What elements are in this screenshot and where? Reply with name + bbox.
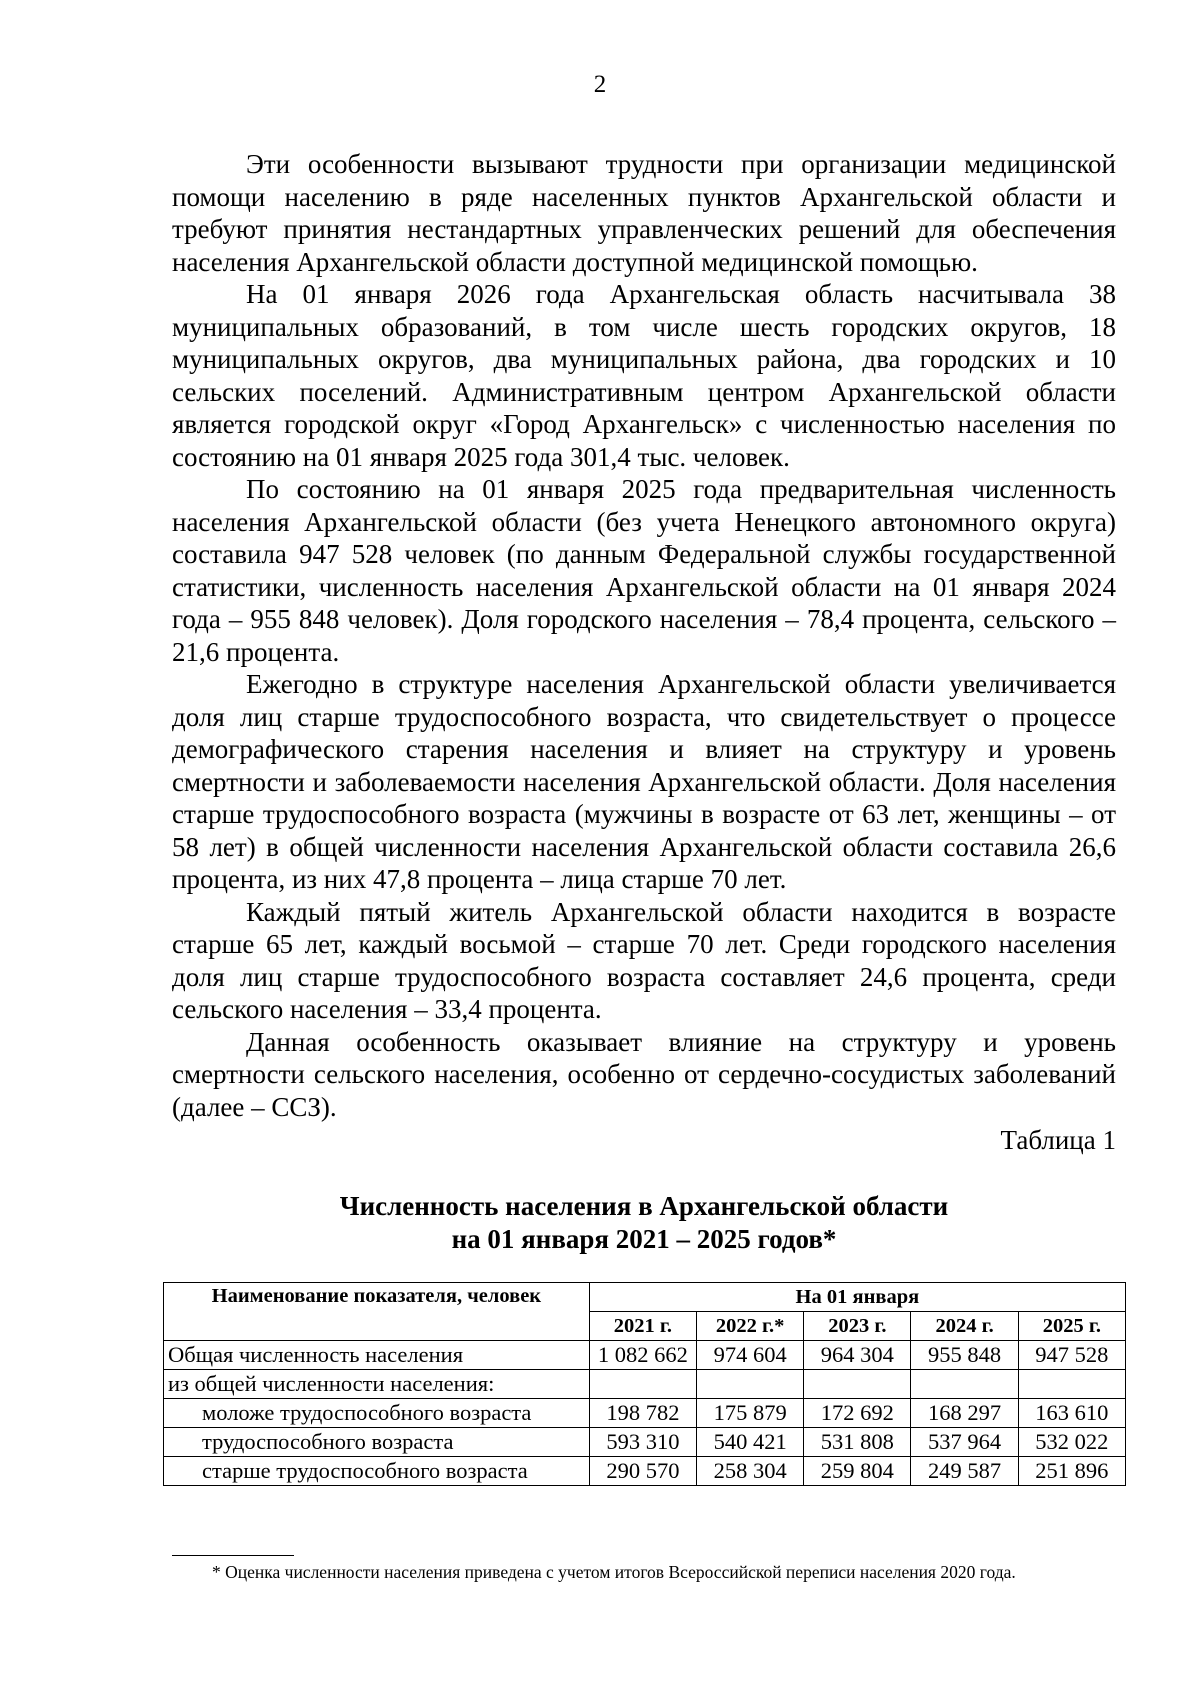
row-label: Общая численность населения [164,1341,590,1370]
row-label: старше трудоспособного возраста [164,1457,590,1486]
table-cell: 251 896 [1018,1457,1125,1486]
table-cell: 175 879 [697,1399,804,1428]
table-cell: 531 808 [804,1428,911,1457]
paragraph: По состоянию на 01 января 2025 года предварительная численность населения Архангельской области (без учета Ненецкого автономного округа) составила 947 528 человек (по данным Федеральной службы государственной статистики, численность населения Архангельской области на 01 января 2024 года – 955 848 человек). Доля городского населения – 78,4 процента, сельского – 21,6 процента. [172,474,1116,667]
header-year: 2022 г.* [697,1312,804,1341]
paragraph: Ежегодно в структуре населения Архангельской области увеличивается доля лиц старше трудоспособного возраста, что свидетельствует о процессе демографического старения населения и влияет на структуру и уровень смертности и заболеваемости населения Архангельской области. Доля населения старше трудоспособного возраста (мужчины в возрасте от 63 лет, женщины – от 58 лет) в общей численности населения Архангельской области составила 26,6 процента, из них 47,8 процента – лица старше 70 лет. [172,669,1116,894]
table-cell: 258 304 [697,1457,804,1486]
table-title [172,1190,1116,1256]
table-cell: 290 570 [589,1457,696,1486]
table-row [164,1341,1126,1370]
table-cell: 1 082 662 [589,1341,696,1370]
header-year: 2025 г. [1018,1312,1125,1341]
row-label: из общей численности населения: [164,1370,590,1399]
table-row [164,1428,1126,1457]
paragraph: Эти особенности вызывают трудности при организации медицинской помощи населению в ряде населенных пунктов Архангельской области и требуют принятия нестандартных управленческих решений для обеспечения населения Архангельской области доступной медицинской помощью. [172,149,1116,277]
header-date-group: На 01 января [589,1283,1125,1312]
table-header-row [164,1283,1126,1312]
page-number: 2 [593,71,607,98]
table-cell [589,1370,696,1399]
table-cell: 172 692 [804,1399,911,1428]
footnote-divider [172,1555,294,1556]
table-cell: 532 022 [1018,1428,1125,1457]
table-cell: 593 310 [589,1428,696,1457]
table-cell: 537 964 [911,1428,1018,1457]
table-title-line: на 01 января 2021 – 2025 годов* [451,1224,837,1254]
table-cell [697,1370,804,1399]
table-cell [804,1370,911,1399]
paragraph: На 01 января 2026 года Архангельская область насчитывала 38 муниципальных образований, в том числе шесть городских округов, 18 муниципальных округов, два муниципальных района, два городских и 10 сельских поселений. Административным центром Архангельской области является городской округ «Город Архангельск» с численностью населения по состоянию на 01 января 2025 года 301,4 тыс. человек. [172,279,1116,472]
body-text [172,148,1116,1123]
population-table [163,1282,1126,1486]
header-indicator: Наименование показателя, человек [164,1283,590,1341]
table-cell: 198 782 [589,1399,696,1428]
paragraph: Каждый пятый житель Архангельской области находится в возрасте старше 65 лет, каждый восьмой – старше 70 лет. Среди городского населения доля лиц старше трудоспособного возраста составляет 24,6 процента, среди сельского населения – 33,4 процента. [172,896,1116,1024]
table-row [164,1399,1126,1428]
table-cell: 249 587 [911,1457,1018,1486]
table-cell: 259 804 [804,1457,911,1486]
table-row [164,1457,1126,1486]
paragraph: Данная особенность оказывает влияние на структуру и уровень смертности сельского населения, особенно от сердечно-сосудистых заболеваний (далее – ССЗ). [172,1026,1116,1122]
table-title-line: Численность населения в Архангельской области [339,1191,949,1221]
table-cell: 974 604 [697,1341,804,1370]
table-cell [911,1370,1018,1399]
table-cell: 163 610 [1018,1399,1125,1428]
table-cell [1018,1370,1125,1399]
table-cell: 964 304 [804,1341,911,1370]
table-label: Таблица 1 [1000,1125,1116,1155]
header-year: 2021 г. [589,1312,696,1341]
header-year: 2023 г. [804,1312,911,1341]
table-cell: 168 297 [911,1399,1018,1428]
row-label: моложе трудоспособного возраста [164,1399,590,1428]
table-cell: 955 848 [911,1341,1018,1370]
footnote: * Оценка численности населения приведена с учетом итогов Всероссийской переписи населения 2020 года. [212,1562,1016,1582]
header-year: 2024 г. [911,1312,1018,1341]
row-label: трудоспособного возраста [164,1428,590,1457]
table-cell: 540 421 [697,1428,804,1457]
table-row [164,1370,1126,1399]
table-cell: 947 528 [1018,1341,1125,1370]
